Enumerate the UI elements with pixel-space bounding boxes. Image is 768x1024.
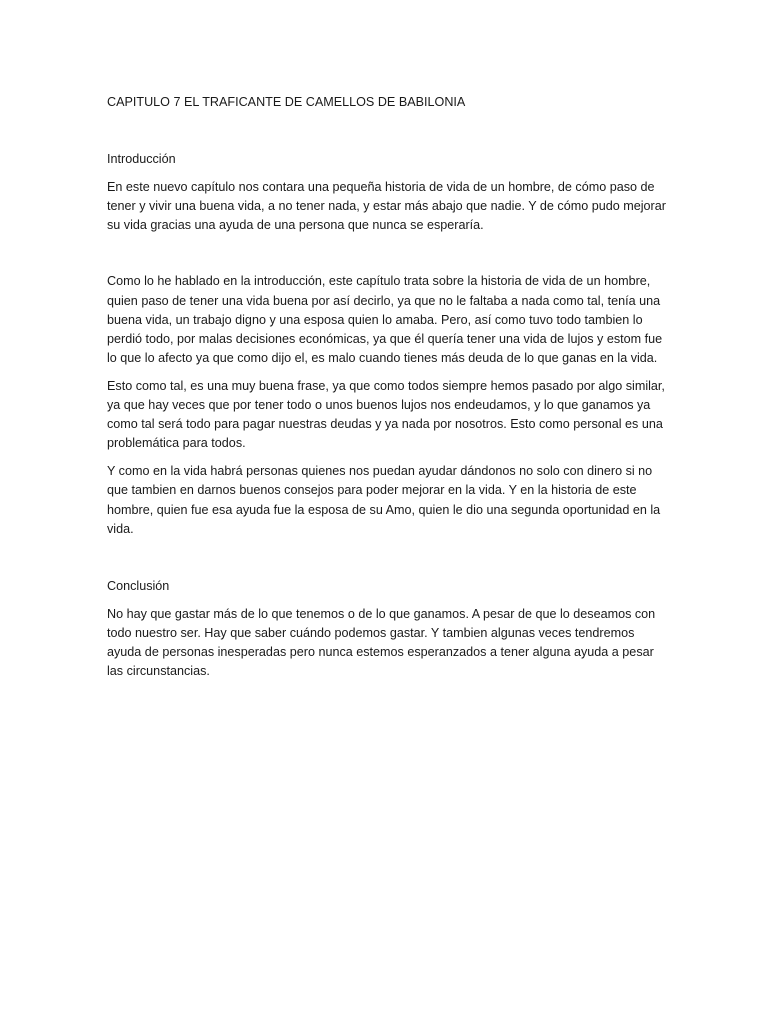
conclusion-heading: Conclusión — [107, 578, 170, 593]
body-paragraph-3: Y como en la vida habrá personas quienes nos puedan ayudar dándonos no solo con dinero si no que tambien en darnos buenos consejos para poder mejorar en la vida. Y en la historia de este hombre, quien fue esa ayuda fue la esposa de su Amo, quien le dio una segunda oportunidad en la vida. — [107, 464, 661, 536]
body-paragraph-1: Como lo he hablado en la introducción, este capítulo trata sobre la historia de vida de un hombre, quien paso de tener una vida buena por así decirlo, ya que no le faltaba a nada como tal, tenía una buena vida, un trabajo digno y una esposa quien lo amaba. Pero, así como tuvo todo tambien lo perdió todo, por malas decisiones económicas, ya que él quería tener una vida de lujos y estom fue lo que lo afecto ya que como dijo el, es malo cuando tienes más deuda de lo que ganas en la vida. — [107, 274, 663, 365]
body-paragraph-2: Esto como tal, es una muy buena frase, ya que como todos siempre hemos pasado por algo similar, ya que hay veces que por tener todo o unos buenos lujos nos endeudamos, y lo que ganamos ya como tal será todo para pagar nuestras deudas y ya nada por nosotros. Esto como personal es una problemática para todos. — [107, 378, 665, 451]
introduction-heading: Introducción — [107, 152, 176, 167]
conclusion-paragraph: No hay que gastar más de lo que tenemos o de lo que ganamos. A pesar de que lo deseamos con todo nuestro ser. Hay que saber cuándo podemos gastar. Y tambien algunas veces tendremos ayuda de personas inesperadas pero nunca estemos esperanzados a tener alguna ayuda a pesar las circunstancias. — [107, 606, 656, 679]
introduction-paragraph: En este nuevo capítulo nos contara una pequeña historia de vida de un hombre, de cómo paso de tener y vivir una buena vida, a no tener nada, y estar más abajo que nadie. Y de cómo pudo mejorar su vida gracias una ayuda de una persona que nunca se esperaría. — [107, 180, 666, 233]
document-title: CAPITULO 7 EL TRAFICANTE DE CAMELLOS DE BABILONIA — [107, 95, 466, 109]
